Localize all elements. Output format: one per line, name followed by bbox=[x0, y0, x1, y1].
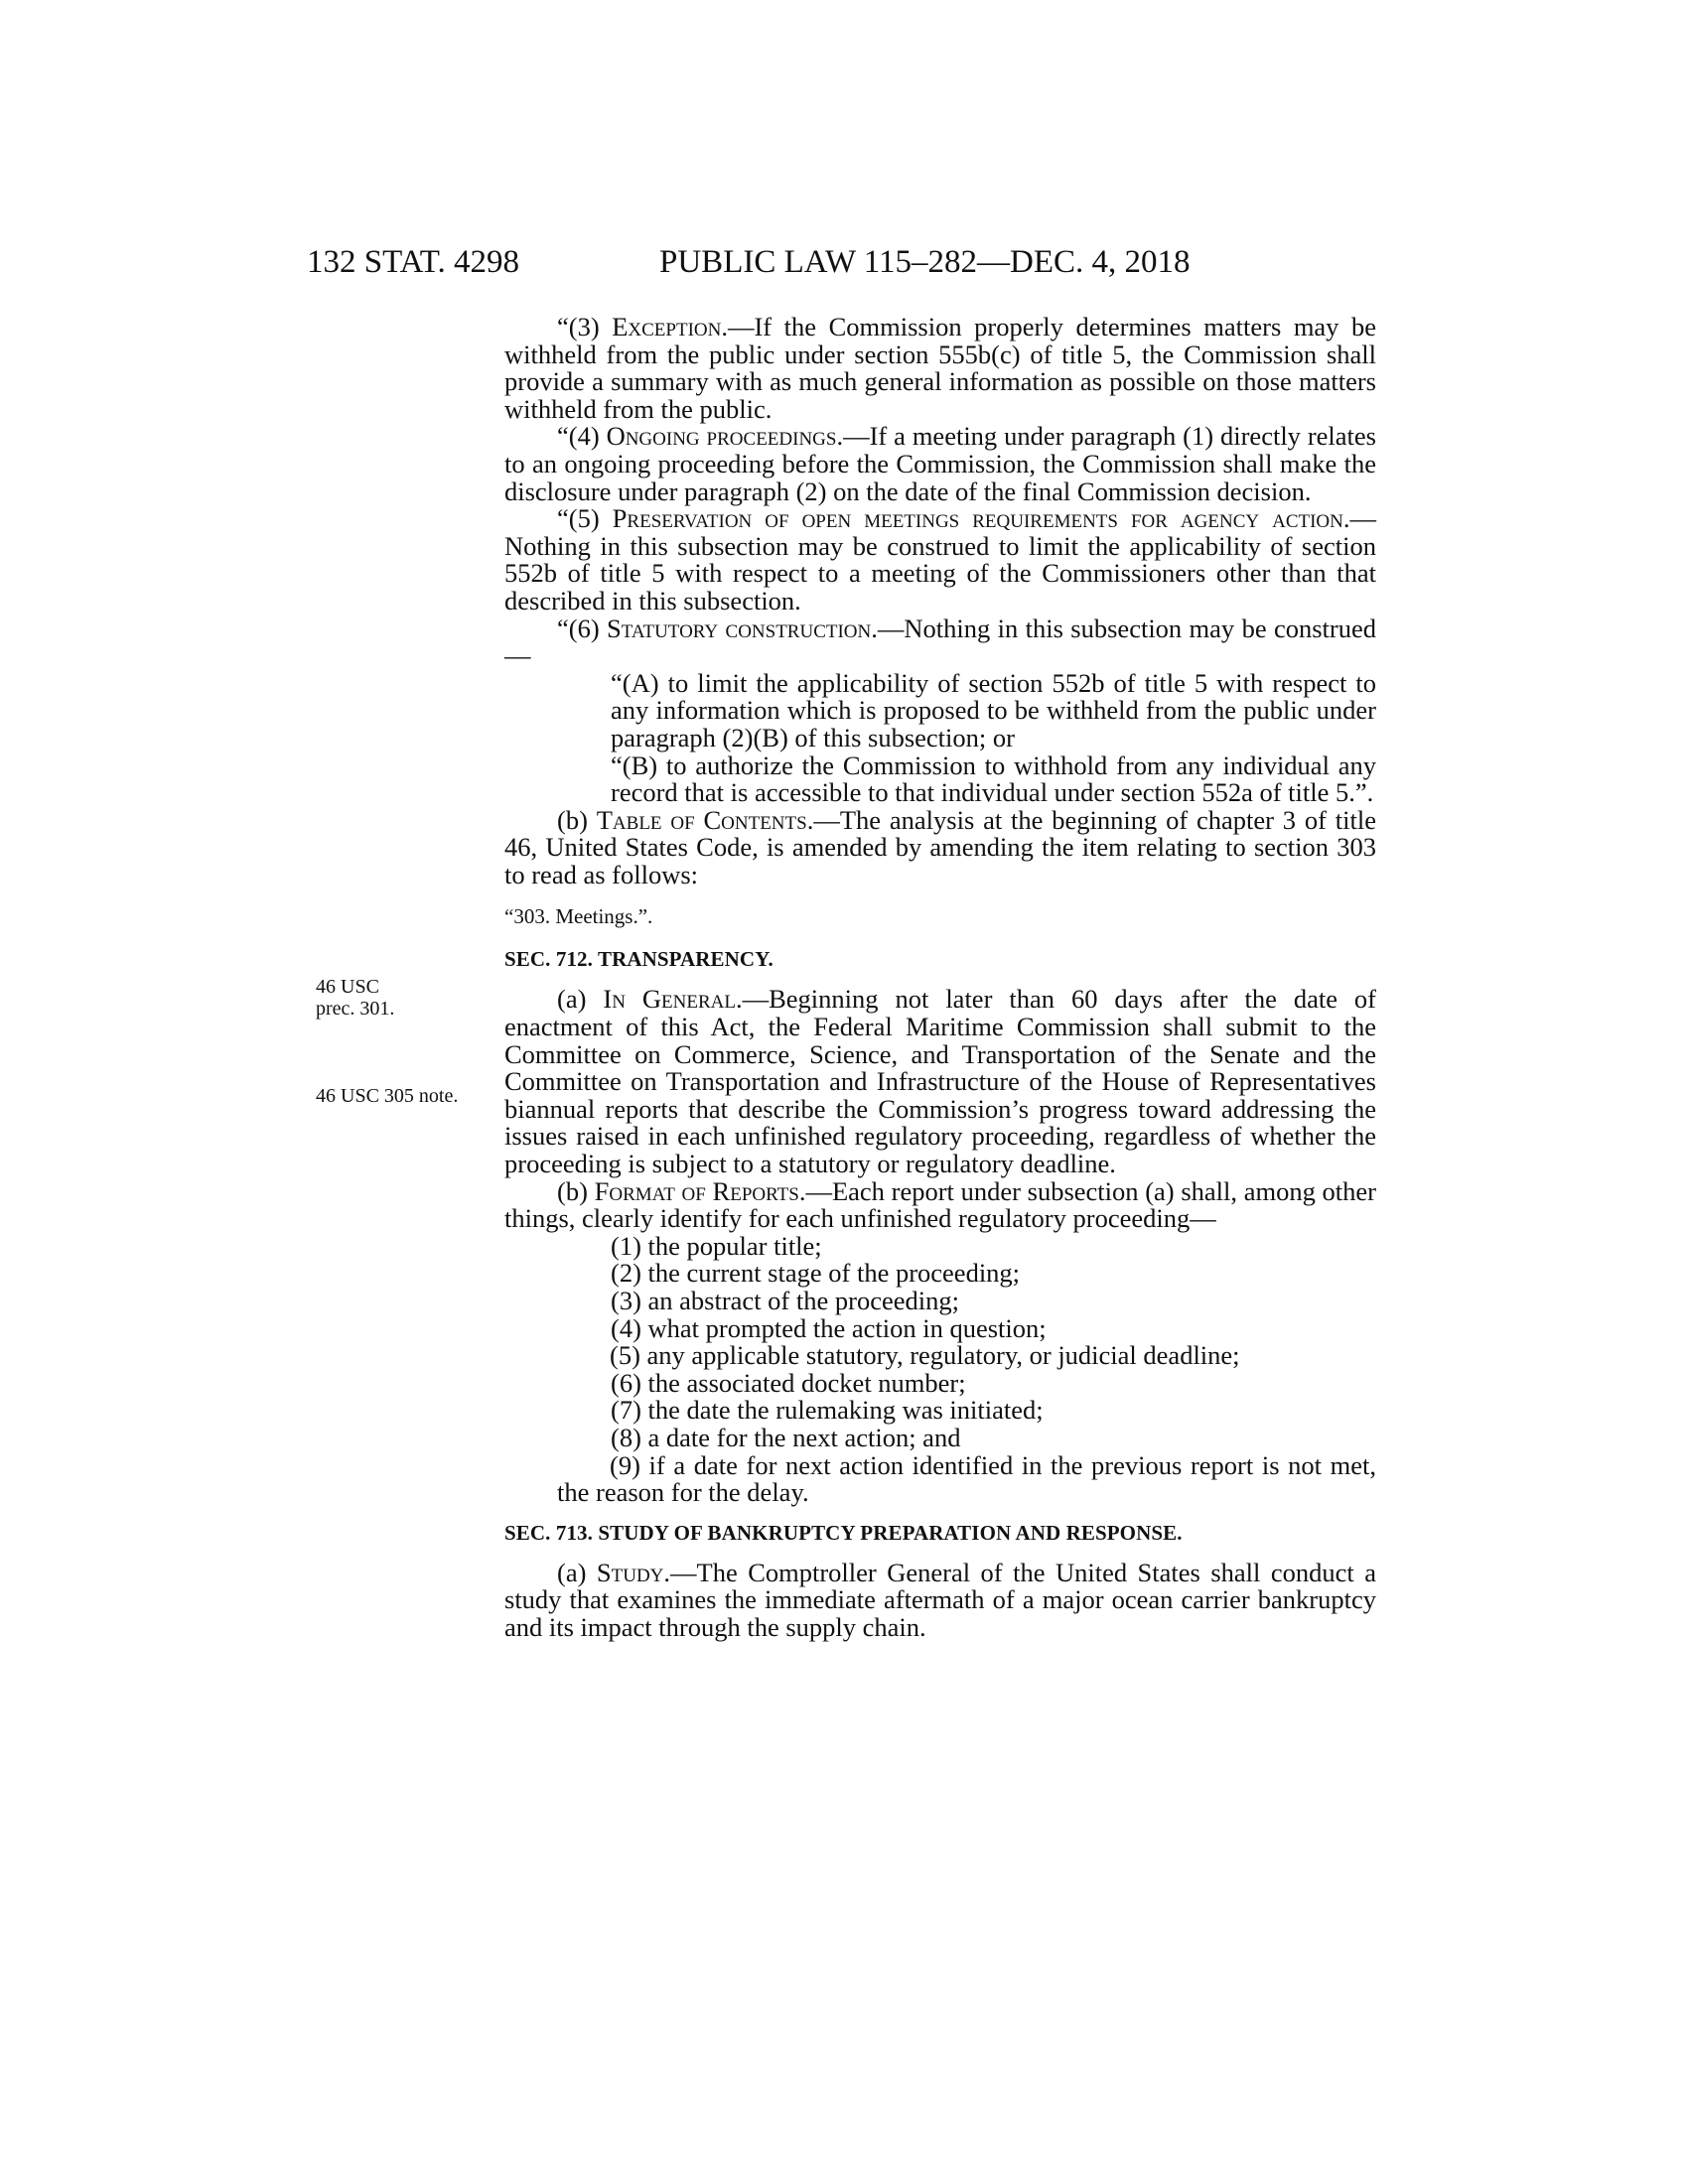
subparagraph-text: “(A) to limit the applicability of section 552b of title 5 with respect to any information which is proposed to be withheld from the public under paragraph (2)(B) of this subsection; or bbox=[611, 667, 1376, 752]
section-712-subsection-b bbox=[504, 1175, 1376, 1234]
list-item: (8) a date for the next action; and bbox=[611, 1422, 961, 1452]
subsection-b-table-of-contents bbox=[504, 804, 1376, 889]
paragraph-heading: Preservation of open meetings requirements for agency action bbox=[612, 503, 1343, 534]
toc-item-303: “303. Meetings.”. bbox=[504, 904, 653, 929]
paragraph-text: .—If the Commission properly determines matters may be withheld from the public under section 555b(c) of title 5, the Commission shall provide a summary with as much general information as possible on those matters withheld from the public. bbox=[504, 312, 1376, 424]
paragraph-text: .—Each report under subsection (a) shall, among other things, clearly identify for each unfinished regulatory proceeding— bbox=[504, 1175, 1376, 1234]
subparagraph-text: “(B) to authorize the Commission to withhold from any individual any record that is accessible to that individual under section 552a of title 5.”. bbox=[611, 750, 1376, 808]
paragraph-label: “(3) bbox=[557, 312, 613, 341]
paragraph-text: .—If a meeting under paragraph (1) directly relates to an ongoing proceeding before the Commission, the Commission shall make the disclosure under paragraph (2) on the date of the final Commission decision. bbox=[504, 421, 1376, 506]
margin-note-line: 46 USC bbox=[316, 976, 379, 998]
section-713-subsection-a bbox=[504, 1557, 1376, 1642]
subparagraph-6b bbox=[504, 752, 1376, 807]
paragraph-heading: In General bbox=[603, 984, 736, 1015]
paragraph-label: “(6) bbox=[557, 613, 608, 643]
paragraph-label: “(4) bbox=[557, 421, 607, 452]
paragraph-6-statutory-construction bbox=[504, 615, 1376, 670]
section-713-heading: SEC. 713. STUDY OF BANKRUPTCY PREPARATION AND RESPONSE. bbox=[504, 1520, 1183, 1545]
paragraph-heading: Exception bbox=[612, 312, 722, 341]
paragraph-heading: Ongoing proceedings bbox=[606, 421, 837, 452]
paragraph-label: “(5) bbox=[557, 503, 613, 534]
list-item: (5) any applicable statutory, regulatory, or judicial deadline; bbox=[610, 1340, 1240, 1371]
section-712-subsection-a bbox=[504, 986, 1376, 1177]
paragraph-text: .—The Comptroller General of the United States shall conduct a study that examines the immediate aftermath of a major ocean carrier bankruptcy and its impact through the supply chain. bbox=[504, 1557, 1376, 1642]
paragraph-text: .—Nothing in this subsection may be construed to limit the applicability of section 552b of title 5 with respect to a meeting of the Commissioners other than that described in this subsection. bbox=[504, 503, 1376, 615]
paragraph-heading: Statutory construction bbox=[607, 613, 872, 643]
page-number: 132 STAT. 4298 bbox=[307, 244, 520, 280]
list-item: (9) if a date for next action identified in the previous report is not met, the reason for the delay. bbox=[557, 1449, 1376, 1508]
paragraph-label: (b) bbox=[557, 1175, 595, 1206]
paragraph-5-preservation bbox=[504, 505, 1376, 614]
paragraph-text: .—Beginning not later than 60 days after the date of enactment of this Act, the Federal Maritime Commission shall submit to the Committee on Commerce, Science, and Transportation of the Senate and the Committee on Transportation and Infrastructure of the House of Representatives biannual reports that describe the Commission’s progress toward addressing the issues raised in each unfinished regulatory proceeding, regardless of whether the proceeding is subject to a statutory or regulatory deadline. bbox=[504, 984, 1376, 1179]
list-item: (7) the date the rulemaking was initiated; bbox=[611, 1395, 1044, 1426]
section-712-heading: SEC. 712. TRANSPARENCY. bbox=[504, 947, 774, 972]
paragraph-label: (a) bbox=[557, 984, 604, 1015]
margin-note-line: prec. 301. bbox=[316, 998, 395, 1020]
paragraph-heading: Study bbox=[596, 1557, 664, 1587]
list-item: (4) what prompted the action in question; bbox=[611, 1312, 1047, 1343]
margin-note-usc-305-note: 46 USC 305 note. bbox=[316, 1085, 459, 1107]
paragraph-heading: Table of Contents bbox=[596, 804, 807, 835]
document-body bbox=[504, 314, 1376, 1642]
list-item: (3) an abstract of the proceeding; bbox=[611, 1286, 959, 1315]
margin-note-usc-prec-301 bbox=[316, 976, 394, 1020]
law-title: PUBLIC LAW 115–282—DEC. 4, 2018 bbox=[659, 244, 1191, 280]
paragraph-text: .—Nothing in this subsection may be construed— bbox=[504, 613, 1376, 671]
list-item: (2) the current stage of the proceeding; bbox=[611, 1258, 1021, 1289]
list-item: (6) the associated docket number; bbox=[611, 1367, 966, 1398]
paragraph-text: .—The analysis at the beginning of chapter 3 of title 46, United States Code, is amended by amending the item relating to section 303 to read as follows: bbox=[504, 804, 1376, 889]
list-item: (1) the popular title; bbox=[611, 1230, 822, 1261]
paragraph-3-exception bbox=[504, 314, 1376, 423]
paragraph-heading: Format of Reports bbox=[594, 1175, 799, 1206]
paragraph-4-ongoing-proceedings bbox=[504, 423, 1376, 505]
paragraph-label: (b) bbox=[557, 804, 597, 835]
subparagraph-6a bbox=[504, 667, 1376, 752]
paragraph-label: (a) bbox=[557, 1557, 597, 1587]
